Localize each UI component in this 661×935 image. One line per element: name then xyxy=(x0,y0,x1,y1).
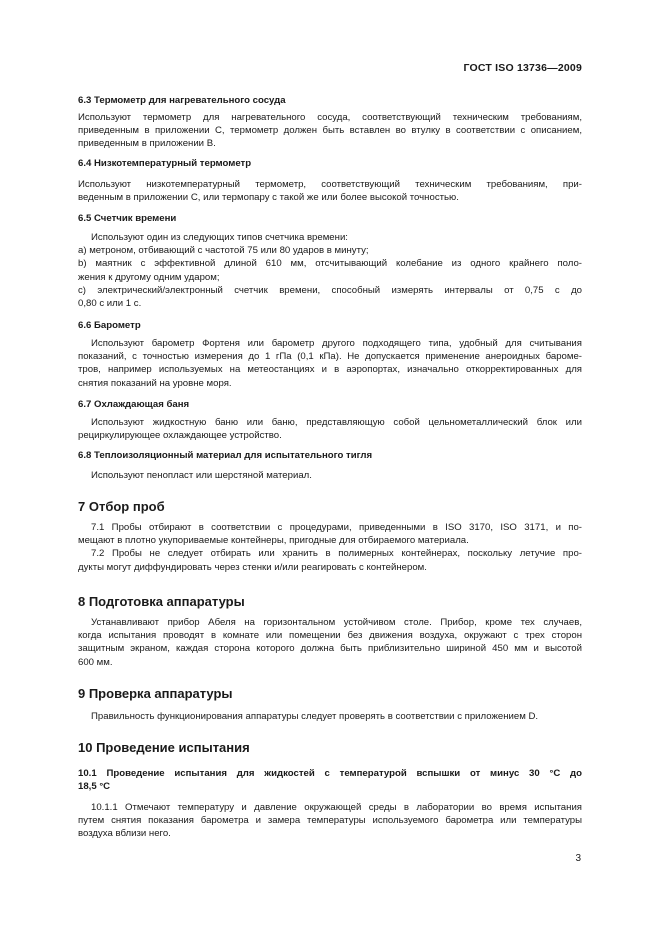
section-6-3-title: 6.3 Термометр для нагревательного сосуда xyxy=(78,95,286,106)
text-line: Используют жидкостную баню или баню, представляющую собой цельнометаллический блок или xyxy=(91,417,582,428)
standard-header: ГОСТ ISO 13736—2009 xyxy=(463,62,582,74)
text-line: веденным в приложении С, или термопару с такой же или более высокой точностью. xyxy=(78,192,459,204)
section-6-5-text xyxy=(78,231,582,310)
text-line: рециркулирующее охлаждающее устройство. xyxy=(78,430,282,442)
text-line: снятия показаний на уровне моря. xyxy=(78,377,232,389)
section-6-7-title: 6.7 Охлаждающая баня xyxy=(78,399,190,410)
text-line: 7.2 Пробы не следует отбирать или хранить в полимерных контейнерах, поскольку летучие про- xyxy=(91,548,582,560)
section-6-8-title: 6.8 Теплоизоляционный материал для испытательного тигля xyxy=(78,450,373,461)
section-6-8-text xyxy=(78,469,582,482)
text-line: 0,80 с или 1 с. xyxy=(78,298,142,310)
list-item-b: b) маятник с эффективной длиной 610 мм, отсчитывающий колебание из одного крайнего поло- xyxy=(78,258,582,270)
text-line: 7.1 Пробы отбирают в соответствии с процедурами, приведенными в ISO 3170, ISO 3171, и по- xyxy=(91,522,582,533)
section-6-7-text xyxy=(78,416,582,442)
text-line: путем снятия показания барометра и замера температуры используемого барометра или температуры xyxy=(78,815,582,827)
text-line: Правильность функционирования аппаратуры следует проверять в соответствии с приложением D. xyxy=(91,711,539,722)
section-6-4-text xyxy=(78,178,582,204)
section-7-heading: 7 Отбор проб xyxy=(78,499,165,514)
text-line: 10.1.1 Отмечают температуру и давление окружающей среды в лаборатории во время испытания xyxy=(91,802,582,813)
section-9-heading: 9 Проверка аппаратуры xyxy=(78,686,233,701)
text-line: когда испытания проводят в комнате или помещении без движения воздуха, окружают с трех сторон xyxy=(78,630,582,642)
list-item-a: а) метроном, отбивающий с частотой 75 или 80 ударов в минуту; xyxy=(78,245,369,257)
text-line: мещают в плотно укупориваемые контейнеры, пригодные для отбираемого материала. xyxy=(78,535,469,547)
section-10-heading: 10 Проведение испытания xyxy=(78,740,250,755)
text-line: 18,5 °С xyxy=(78,781,111,793)
page-number: 3 xyxy=(575,853,581,864)
text-line: Используют термометр для нагревательного сосуда, соответствующий техническим требованиям, xyxy=(78,112,582,123)
section-9-text xyxy=(78,710,582,723)
section-8-heading: 8 Подготовка аппаратуры xyxy=(78,594,245,609)
text-line: 600 мм. xyxy=(78,656,113,668)
text-line: защитным экраном, каждая сторона которого должна быть приблизительно шириной 450 мм и высотой xyxy=(78,643,582,655)
section-10-1-1-text xyxy=(78,801,582,841)
text-line: приведенным в приложении В. xyxy=(78,138,216,150)
section-6-6-text xyxy=(78,337,582,390)
text-line: Используют пенопласт или шерстяной материал. xyxy=(91,470,312,481)
text-line: Устанавливают прибор Абеля на горизонтальном устойчивом столе. Прибор, кроме тех случаев, xyxy=(91,617,582,628)
section-6-6-title: 6.6 Барометр xyxy=(78,320,141,331)
text-line: показаний, с точностью измерения до 1 гПа (0,1 кПа). Не допускается применение анероидных бароме- xyxy=(78,351,582,363)
section-6-4-title: 6.4 Низкотемпературный термометр xyxy=(78,158,252,169)
text-line: 10.1 Проведение испытания для жидкостей с температурой вспышки от минус 30 °С до xyxy=(78,768,582,779)
text-line: Используют один из следующих типов счетчика времени: xyxy=(91,232,348,243)
text-line: жения к другому одним ударом; xyxy=(78,271,220,283)
section-7-text xyxy=(78,521,582,574)
section-6-5-title: 6.5 Счетчик времени xyxy=(78,213,177,224)
list-item-c: с) электрический/электронный счетчик времени, способный измерять интервалы от 0,75 с до xyxy=(78,284,582,296)
text-line: воздуха вблизи него. xyxy=(78,828,171,840)
section-6-3-text xyxy=(78,111,582,151)
text-line: дукты могут диффундировать через стенки и/или реагировать с контейнером. xyxy=(78,561,427,573)
text-line: Используют барометр Фортеня или барометр другого подходящего типа, удобный для считывания xyxy=(91,338,582,349)
section-10-1-title xyxy=(78,767,582,793)
text-line: Используют низкотемпературный термометр, соответствующий техническим требованиям, при- xyxy=(78,179,582,190)
section-8-text xyxy=(78,616,582,669)
text-line: приведенным в приложении С, термометр должен быть вставлен во втулку в соответствии с описанием, xyxy=(78,125,582,137)
text-line: тров, например используемых на метеостанциях и в аэропортах, изначально откорректированных для xyxy=(78,364,582,376)
